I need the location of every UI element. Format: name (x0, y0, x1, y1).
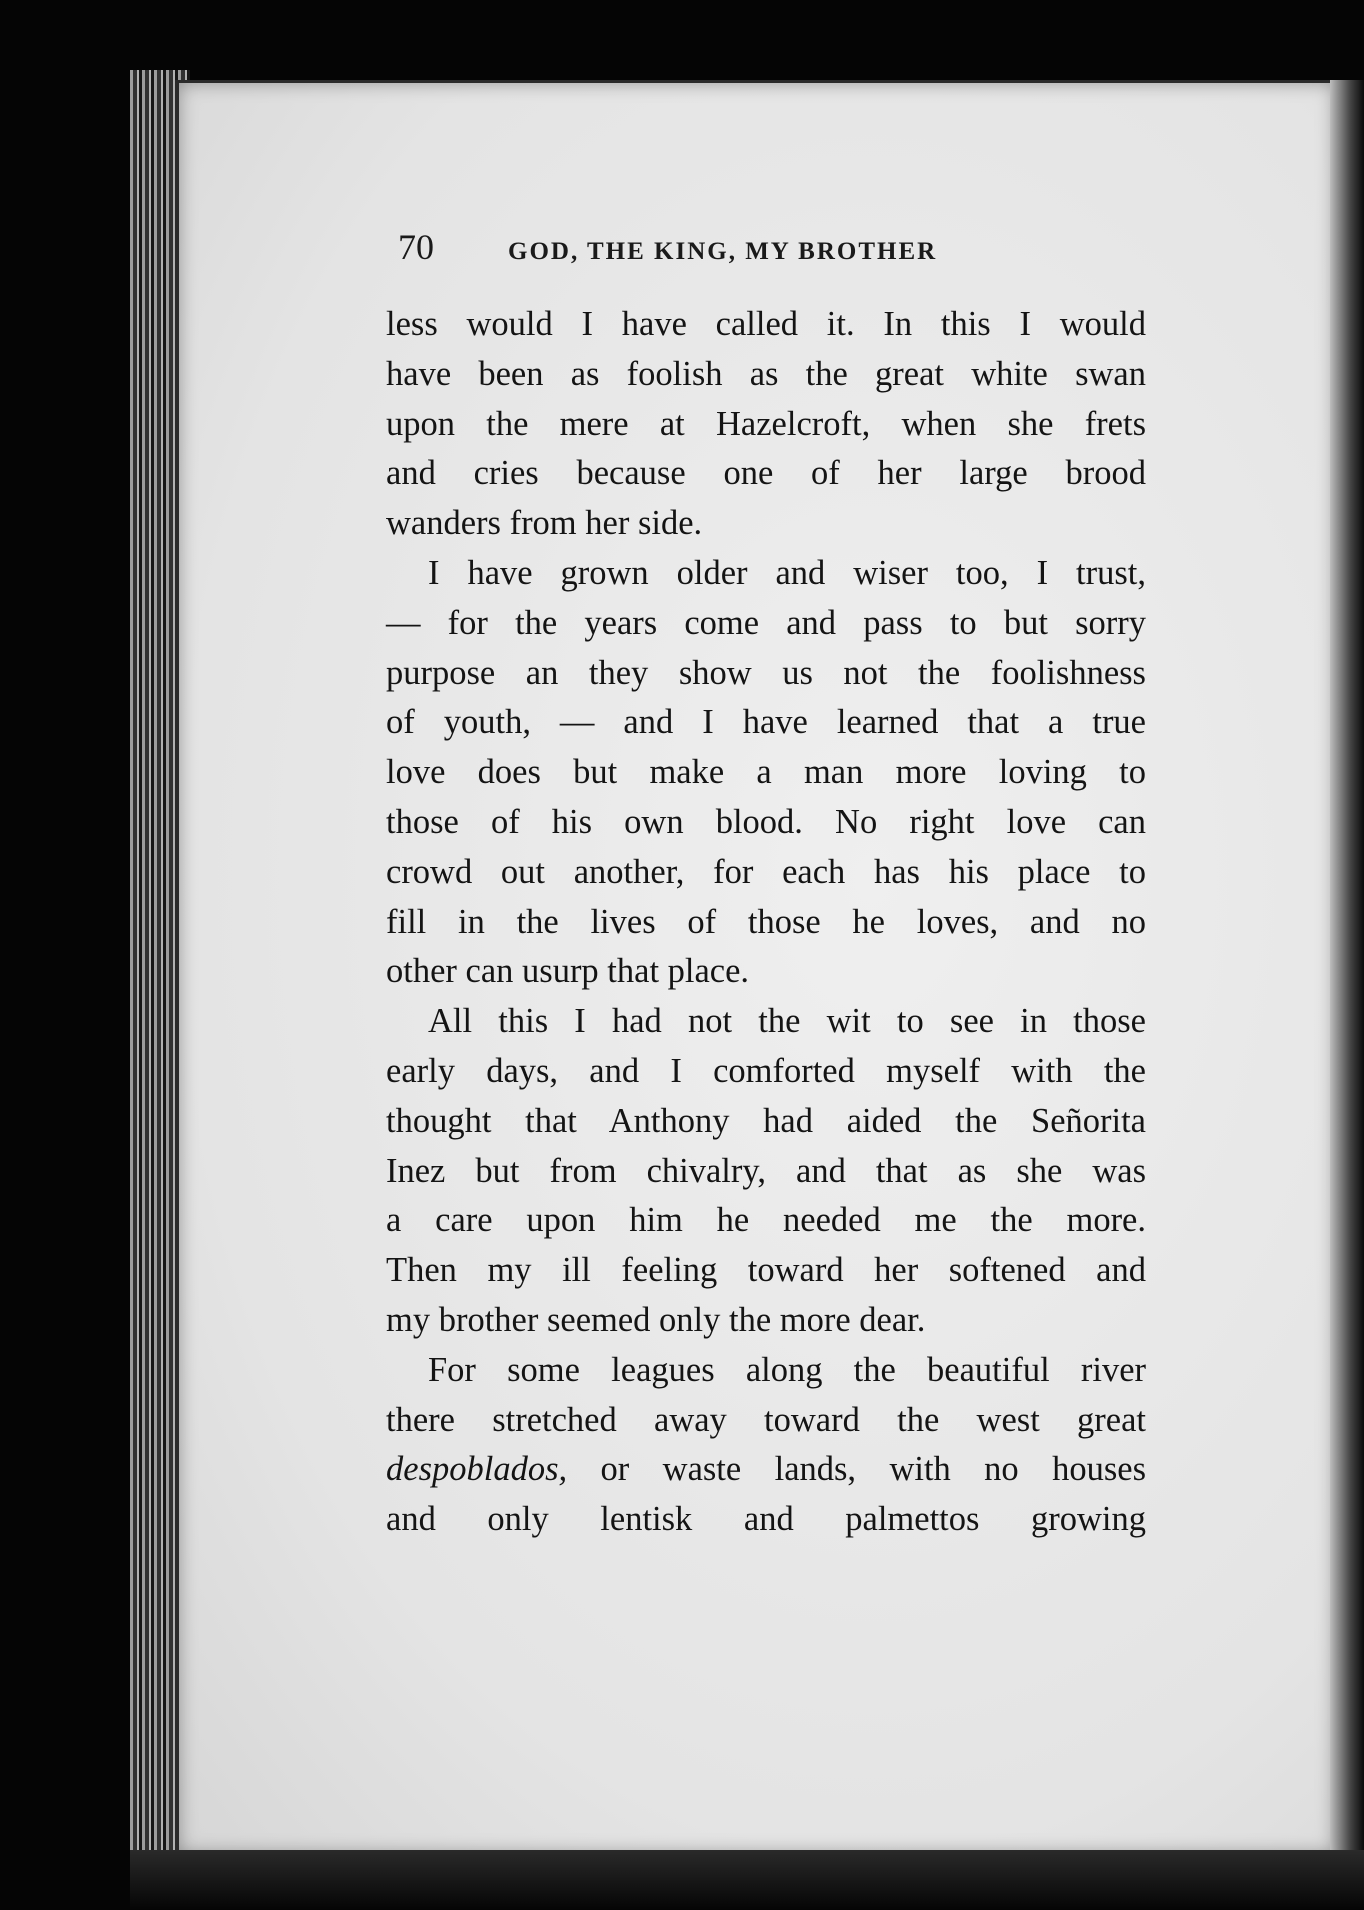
text-line: purpose an they show us not the foolishness (386, 653, 1146, 692)
text-fragment: or waste lands, with no houses (567, 1450, 1146, 1489)
page-number: 70 (398, 227, 434, 267)
text-line: For some leagues along the beautiful river (428, 1350, 1146, 1389)
text-line (386, 1445, 1146, 1495)
text-line: and only lentisk and palmettos growing (386, 1500, 1146, 1539)
running-title: GOD, THE KING, MY BROTHER (508, 238, 938, 265)
paragraph (386, 997, 1146, 1346)
text-line: — for the years come and pass to but sorry (386, 603, 1146, 642)
text-line: thought that Anthony had aided the Señorita (386, 1101, 1146, 1140)
text-line: my brother seemed only the more dear. (386, 1300, 926, 1339)
body-text (386, 300, 1146, 1545)
paragraph (386, 1346, 1146, 1545)
paragraph (386, 549, 1146, 997)
text-line: early days, and I comforted myself with the (386, 1051, 1146, 1090)
text-line: a care upon him he needed me the more. (386, 1201, 1146, 1240)
text-line: All this I had not the wit to see in those (428, 1002, 1146, 1041)
text-line: love does but make a man more loving to (386, 753, 1146, 792)
italic-term: despoblados, (386, 1450, 568, 1489)
text-line: Inez but from chivalry, and that as she was (386, 1151, 1146, 1190)
running-header (398, 226, 1158, 268)
text-line: there stretched away toward the west great (386, 1400, 1146, 1439)
text-line: less would I have called it. In this I would (386, 305, 1146, 343)
text-line: upon the mere at Hazelcroft, when she frets (386, 404, 1146, 443)
scan-background-bottom (130, 1850, 1364, 1910)
page-gutter-right (1330, 80, 1364, 1850)
text-line: crowd out another, for each has his place to (386, 852, 1146, 891)
text-line: have been as foolish as the great white swan (386, 354, 1146, 393)
text-line: those of his own blood. No right love can (386, 802, 1146, 841)
text-line: I have grown older and wiser too, I trust, (428, 553, 1146, 592)
text-line: Then my ill feeling toward her softened and (386, 1251, 1146, 1290)
text-line: other can usurp that place. (386, 952, 750, 991)
text-line: of youth, — and I have learned that a true (386, 703, 1146, 742)
paragraph (386, 300, 1146, 549)
text-line: and cries because one of her large brood (386, 454, 1146, 493)
text-line: fill in the lives of those he loves, and no (386, 902, 1146, 941)
text-line: wanders from her side. (386, 504, 703, 543)
